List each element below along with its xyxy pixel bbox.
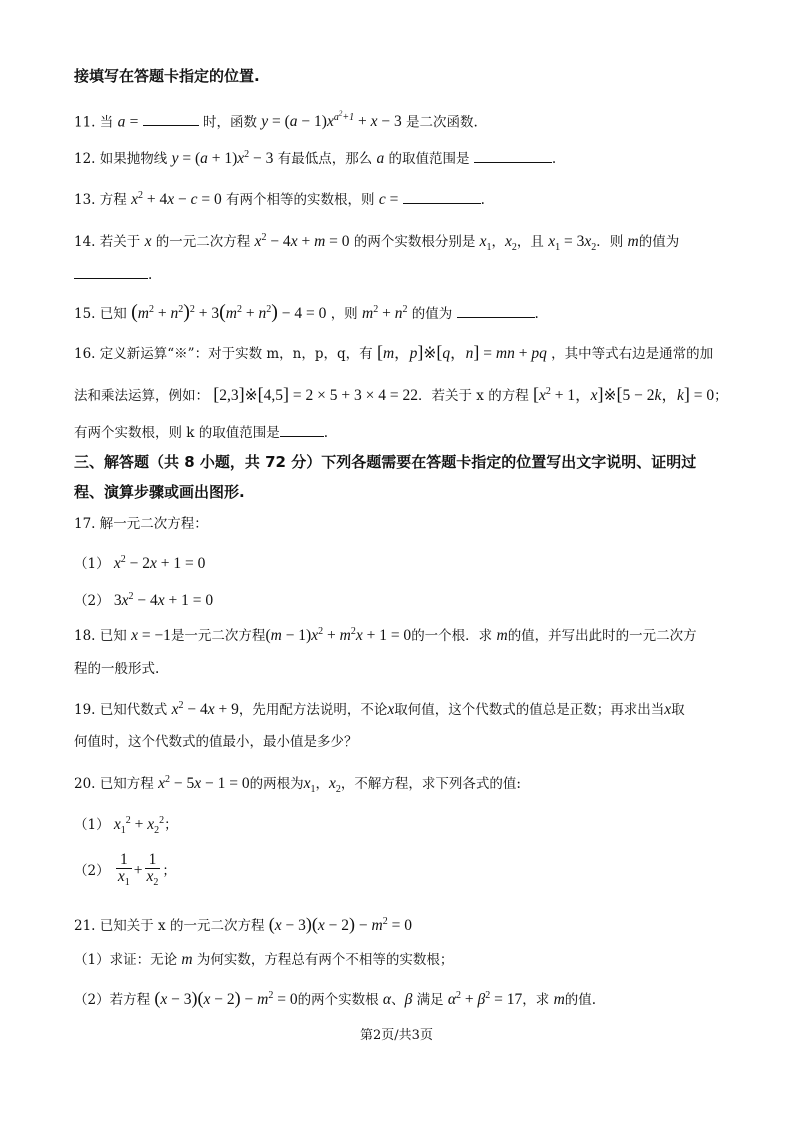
question-18-continuation: 程的一般形式. [74,661,160,677]
answer-blank [403,189,481,204]
question-17-part-1: （1） $x^2 - 2x + 1 = 0$ [74,554,206,573]
question-13: 13. 方程 $x^2 + 4x - c = 0$ 有两个相等的实数根，则 c = . [74,190,485,209]
answer-blank [474,148,552,163]
page-footer: 第2页/共3页 [360,1028,433,1043]
question-19-continuation: 何值时，这个代数式的值最小，最小值是多少？ [74,734,358,750]
question-11: 11. 当 a = 时，函数 $y = (a - 1)x^{a^2+1} + x - 3$ 是二次函数. [74,110,478,131]
header-instruction: 接填写在答题卡指定的位置. [74,67,260,85]
question-17: 17. 解一元二次方程： [74,516,208,532]
question-20-part-1: （1） $x_1^2 + x_2^2$； [74,815,178,837]
question-21-part-1: （1）求证：无论 m 为何实数，方程总有两个不相等的实数根； [74,951,454,968]
section-3-heading-continued: 程、演算步骤或画出图形. [74,483,245,501]
question-15: 15. 已知 $(m^2 + n^2)^2 + 3(m^2 + n^2) - 4 = 0$ ，则 $m^2 + n^2$ 的值为 . [74,301,539,324]
question-17-part-2: （2） $3x^2 - 4x + 1 = 0$ [74,591,214,610]
question-21: 21. 已知关于 x 的一元二次方程 $(x - 3)(x - 2) - m^2 = 0$ [74,914,412,935]
question-14: 14. 若关于 x 的一元二次方程 $x^2 - 4x + m = 0$ 的两个实数根分别是 $x_1$，$x_2$，且 $x_1 = 3x_2$．则 m的值为 [74,232,680,254]
question-14-continuation: . [74,264,152,285]
question-16-line-3: 有两个实数根，则 k 的取值范围是 . [74,422,328,443]
question-21-part-2: （2）若方程 $(x - 3)(x - 2) - m^2 = 0$的两个实数根 α、β 满足 $\alpha^2 + \beta^2 = 17$，求 m的值. [74,988,597,1009]
question-16-line-1: 16. 定义新运算“※”：对于实数 m，n，p，q，有 [m，p]※[q，n] = mn + pq ，其中等式右边是通常的加 [74,342,714,362]
answer-blank [143,111,199,126]
answer-blank [280,422,324,437]
question-18: 18. 已知 x = −1是一元二次方程$(m - 1)x^2 + m^2x + 1 = 0$的一个根．求 m的值，并写出此时的一元二次方 [74,626,697,645]
answer-blank [457,303,535,318]
question-20-part-2: （2） $\frac{1}{x_1}$ + $\frac{1}{x_2}$ ； [74,851,176,889]
question-20: 20. 已知方程 $x^2 - 5x - 1 = 0$的两根为$x_1$，$x_2$，不解方程，求下列各式的值: [74,774,521,796]
question-19: 19. 已知代数式 $x^2 - 4x + 9$，先用配方法说明，不论x取何值，这个代数式的值总是正数；再求出当x取 [74,700,685,719]
question-16-line-2: 法和乘法运算，例如： [2,3]※[4,5] = 2 × 5 + 3 × 4 = 22．若关于 x 的方程 [$x^2 + 1$，x]※[5 − 2k，k] = 0； [74,384,728,405]
section-3-heading: 三、解答题（共 8 小题，共 72 分）下列各题需要在答题卡指定的位置写出文字说明、证明过 [74,453,697,471]
question-12: 12. 如果抛物线 $y = (a + 1)x^2 - 3$ 有最低点，那么 a 的取值范围是 . [74,149,557,168]
answer-blank [74,264,148,279]
